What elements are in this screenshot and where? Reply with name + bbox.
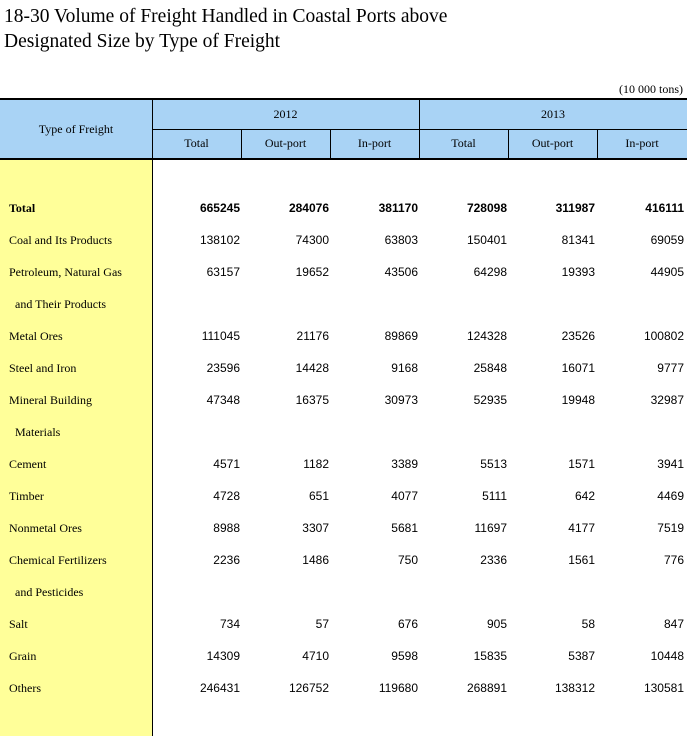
cell-2012-in-port: 4077	[391, 489, 418, 503]
cell-2012-total: 138102	[199, 233, 240, 247]
cell-2013-in-port: 776	[663, 553, 684, 567]
cell-2013-in-port: 847	[663, 617, 684, 631]
cell-2012-total: 63157	[206, 265, 240, 279]
cell-2013-total: 52935	[473, 393, 507, 407]
row-label: Mineral Building	[9, 393, 92, 407]
cell-2012-out-port: 3307	[302, 521, 329, 535]
cell-2012-in-port: 119680	[378, 681, 418, 695]
table-row	[0, 256, 687, 288]
cell-2012-in-port: 89869	[384, 329, 418, 343]
cell-2012-total: 246431	[199, 681, 240, 695]
cell-2012-total: 734	[219, 617, 240, 631]
row-label-continuation: and Their Products	[15, 297, 107, 311]
cell-2013-in-port: 130581	[643, 681, 684, 695]
cell-2012-out-port: 126752	[288, 681, 329, 695]
cell-2013-out-port: 4177	[568, 521, 595, 535]
row-label: Coal and Its Products	[9, 233, 112, 247]
cell-2013-out-port: 58	[581, 617, 595, 631]
cell-2013-total: 25848	[473, 361, 507, 375]
table-row	[0, 672, 687, 704]
table-row-continuation	[0, 416, 687, 448]
cell-2013-in-port: 100802	[643, 329, 684, 343]
cell-2013-total: 2336	[480, 553, 507, 567]
row-label: Grain	[9, 649, 37, 663]
row-label: Salt	[9, 617, 28, 631]
row-label: Steel and Iron	[9, 361, 77, 375]
cell-2012-total: 665245	[199, 201, 240, 215]
cell-2013-total: 905	[486, 617, 507, 631]
table-row	[0, 448, 687, 480]
cell-2013-out-port: 138312	[554, 681, 595, 695]
subcol-header-out-port: Out-port	[531, 136, 574, 150]
cell-2012-out-port: 57	[315, 617, 329, 631]
cell-2012-total: 111045	[201, 329, 240, 343]
cell-2013-total: 5513	[480, 457, 507, 471]
row-label: Cement	[9, 457, 47, 471]
cell-2012-in-port: 676	[397, 617, 418, 631]
type-of-freight-header: Type of Freight	[38, 121, 114, 136]
cell-2012-in-port: 63803	[384, 233, 418, 247]
cell-2013-in-port: 4469	[657, 489, 684, 503]
cell-2012-total: 14309	[206, 649, 240, 663]
cell-2012-out-port: 19652	[295, 265, 329, 279]
table-row	[0, 352, 687, 384]
subcol-header-in-port: In-port	[625, 136, 659, 150]
cell-2013-total: 15835	[473, 649, 507, 663]
cell-2012-total: 47348	[206, 393, 240, 407]
cell-2013-total: 5111	[482, 489, 507, 503]
cell-2012-out-port: 21176	[296, 329, 329, 343]
year-header-2013: 2013	[541, 107, 565, 121]
cell-2013-out-port: 19393	[561, 265, 595, 279]
title-line-1: 18-30 Volume of Freight Handled in Coastal Ports above	[4, 6, 448, 27]
cell-2013-out-port: 81341	[561, 233, 595, 247]
row-label: Total	[9, 201, 36, 215]
cell-2012-out-port: 4710	[302, 649, 329, 663]
subcol-header-out-port: Out-port	[264, 136, 307, 150]
cell-2012-out-port: 1486	[302, 553, 329, 567]
table-row	[0, 320, 687, 352]
cell-2012-in-port: 9168	[391, 361, 418, 375]
cell-2013-in-port: 7519	[657, 521, 684, 535]
cell-2013-in-port: 44905	[650, 265, 684, 279]
subcol-header-total: Total	[184, 136, 209, 150]
cell-2012-out-port: 1182	[303, 457, 329, 471]
row-label: Others	[9, 681, 41, 695]
cell-2012-in-port: 43506	[384, 265, 418, 279]
cell-2013-in-port: 69059	[650, 233, 684, 247]
cell-2012-out-port: 651	[308, 489, 329, 503]
title-line-2: Designated Size by Type of Freight	[4, 31, 281, 52]
cell-2012-total: 8988	[213, 521, 240, 535]
cell-2013-out-port: 5387	[568, 649, 595, 663]
table-row	[0, 640, 687, 672]
cell-2013-total: 124328	[466, 329, 507, 343]
cell-2012-out-port: 14428	[295, 361, 329, 375]
cell-2012-in-port: 3389	[391, 457, 418, 471]
cell-2012-in-port: 9598	[391, 649, 418, 663]
row-label: Metal Ores	[9, 329, 63, 343]
row-label: Nonmetal Ores	[9, 521, 82, 535]
cell-2013-in-port: 10448	[650, 649, 684, 663]
cell-2012-in-port: 750	[397, 553, 418, 567]
cell-2012-out-port: 16375	[295, 393, 329, 407]
row-label: Timber	[9, 489, 44, 503]
cell-2013-out-port: 19948	[561, 393, 595, 407]
table-row	[0, 608, 687, 640]
table-row	[0, 544, 687, 576]
cell-2012-in-port: 381170	[378, 201, 418, 215]
cell-2013-total: 728098	[466, 201, 507, 215]
cell-2013-in-port: 416111	[645, 201, 684, 215]
cell-2013-total: 11697	[474, 521, 507, 535]
cell-2013-total: 268891	[466, 681, 507, 695]
row-label-continuation: Materials	[15, 425, 61, 439]
unit-label: (10 000 tons)	[619, 82, 683, 96]
cell-2013-out-port: 16071	[561, 361, 595, 375]
table-row-continuation	[0, 576, 687, 608]
row-label: Chemical Fertilizers	[9, 553, 107, 567]
table-row	[0, 480, 687, 512]
row-label: Petroleum, Natural Gas	[9, 265, 122, 279]
cell-2012-out-port: 284076	[288, 201, 329, 215]
cell-2013-out-port: 642	[574, 489, 595, 503]
table-row	[0, 512, 687, 544]
cell-2012-out-port: 74300	[295, 233, 329, 247]
page-title	[4, 4, 447, 54]
header-bottom-rule	[0, 158, 687, 160]
cell-2012-total: 4728	[213, 489, 240, 503]
row-label-continuation: and Pesticides	[15, 585, 84, 599]
subcol-header-in-port: In-port	[357, 136, 392, 150]
cell-2012-total: 2236	[213, 553, 240, 567]
cell-2013-total: 150401	[466, 233, 507, 247]
cell-2013-in-port: 3941	[657, 457, 684, 471]
cell-2013-total: 64298	[473, 265, 507, 279]
table-row-continuation	[0, 288, 687, 320]
table-row	[0, 384, 687, 416]
cell-2012-total: 4571	[213, 457, 240, 471]
year-header-2012: 2012	[273, 107, 298, 121]
cell-2013-out-port: 23526	[561, 329, 595, 343]
table-row	[0, 192, 687, 224]
cell-2013-out-port: 1571	[568, 457, 595, 471]
table-row	[0, 224, 687, 256]
cell-2013-in-port: 9777	[657, 361, 684, 375]
cell-2012-total: 23596	[206, 361, 240, 375]
cell-2012-in-port: 30973	[384, 393, 418, 407]
cell-2012-in-port: 5681	[391, 521, 418, 535]
cell-2013-out-port: 1561	[568, 553, 595, 567]
cell-2013-out-port: 311987	[555, 201, 595, 215]
subcol-header-total: Total	[451, 136, 476, 150]
cell-2013-in-port: 32987	[650, 393, 684, 407]
